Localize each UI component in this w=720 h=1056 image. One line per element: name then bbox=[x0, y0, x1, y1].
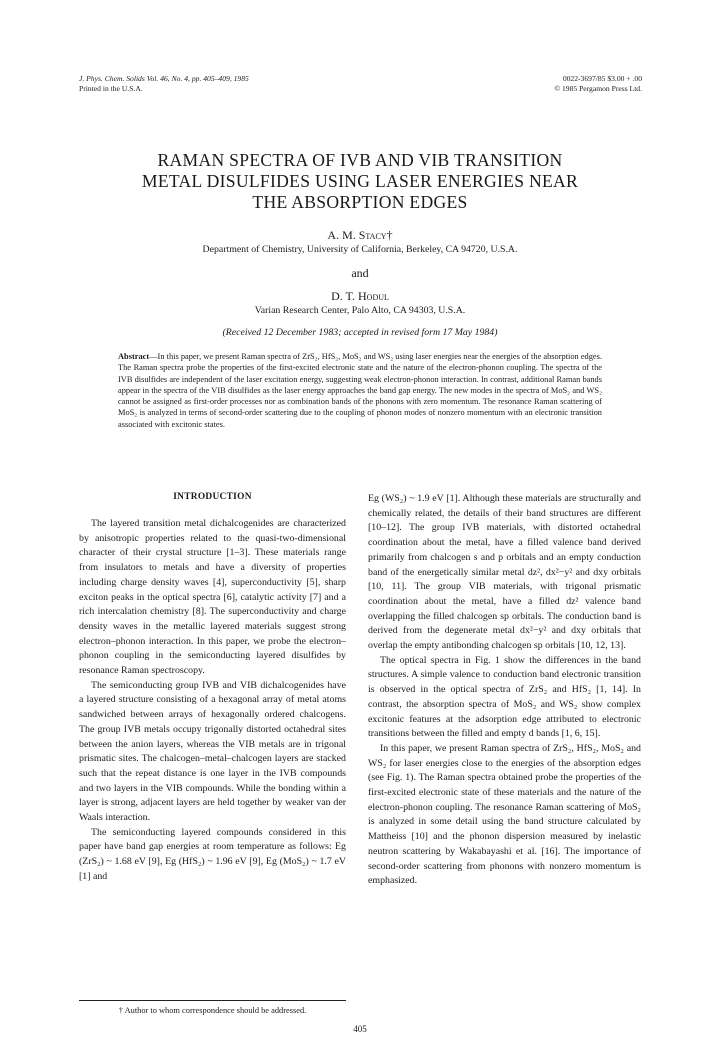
journal-line-1: J. Phys. Chem. Solids Vol. 46, No. 4, pp. 405–409, 1985 bbox=[79, 74, 249, 83]
footnote-rule bbox=[79, 1000, 346, 1001]
left-column bbox=[79, 517, 346, 885]
code-line-1: 0022-3697/85 $3.00 + .00 bbox=[562, 74, 642, 83]
author-2-name: D. T. Hodul bbox=[331, 289, 389, 303]
title-line-3: THE ABSORPTION EDGES bbox=[252, 192, 468, 212]
publisher-code bbox=[554, 74, 642, 94]
code-line-2: © 1985 Pergamon Press Ltd. bbox=[554, 84, 642, 93]
author-1-affiliation: Department of Chemistry, University of California, Berkeley, CA 94720, U.S.A. bbox=[202, 244, 518, 255]
abstract bbox=[118, 351, 602, 430]
intro-paragraph-3: The semiconducting layered compounds considered in this paper have band gap energies at room temperature as follows: Eg (ZrS₂) ~ 1.68 eV [9], Eg (HfS₂) ~ 1.96 eV [9], Eg (MoS₂) ~ 1.7 eV [1] and bbox=[79, 826, 346, 882]
journal-line-2: Printed in the U.S.A. bbox=[79, 84, 143, 93]
right-column bbox=[368, 492, 641, 889]
abstract-label: Abstract bbox=[118, 352, 150, 361]
author-2-affiliation: Varian Research Center, Palo Alto, CA 94303, U.S.A. bbox=[254, 305, 466, 316]
journal-citation bbox=[79, 74, 249, 94]
footnote: † Author to whom correspondence should be addressed. bbox=[118, 1006, 307, 1015]
introduction-heading: INTRODUCTION bbox=[173, 492, 252, 502]
intro-paragraph-2: The semiconducting group IVB and VIB dichalcogenides have a layered structure consisting of a hexagonal array of metal atoms sandwiched between arrays of hexagonally ordered chalcogens. The group IVB metals occupy trigonally distorted octahedral sites between the anion layers, whereas the VIB metals are in trigonal prismatic sites. The chalcogen–metal–chalcogen layers are stacked such that the repeat distance is one layer in the IVB compounds and two layers in the VIB compounds. While the bonding within a layer is strong, adjacent layers are held together by weaker van der Waals interaction. bbox=[79, 679, 346, 824]
title-line-1: RAMAN SPECTRA OF IVB AND VIB TRANSITION bbox=[157, 150, 563, 170]
intro-paragraph-3-continued: Eg (WS₂) ~ 1.9 eV [1]. Although these materials are structurally and chemically related, the details of their band structures are different [10–12]. The group IVB materials, with distorted octahedral coordination about the metal, have a filled valence band derived primarily from chalcogen s and p orbitals and an empty conduction band of the energetically similar metal dz², dx²−y² and dxy orbitals [10, 11]. The group VIB materials, with trigonal prismatic coordination about the metal, have a filled dz² valence band overlapping the filled chalcogen sp orbitals. The conduction band is derived from the degenerate metal dx²−y² and dxy orbitals that overlap the empty antibonding chalcogen sp orbitals [10, 12, 13]. bbox=[368, 493, 641, 652]
author-1-name: A. M. Stacy† bbox=[327, 228, 393, 242]
title-line-2: METAL DISULFIDES USING LASER ENERGIES NEAR bbox=[141, 171, 579, 191]
received-dates: (Received 12 December 1983; accepted in revised form 17 May 1984) bbox=[222, 327, 498, 338]
intro-paragraph-5: In this paper, we present Raman spectra of ZrS₂, HfS₂, MoS₂ and WS₂ for laser energies close to the energies of the absorption edges (see Fig. 1). The Raman spectra obtained probe the properties of the first-excited electronic state of these materials and the nature of the electron-phonon coupling. The resonance Raman scattering of MoS₂ is analyzed in some detail using the band structure calculated by Mattheiss [10] and the phonon dispersion measured by inelastic neutron scattering by Wakabayashi et al. [16]. The importance of second-order scattering from phonons with nonzero momentum is emphasized. bbox=[368, 742, 641, 887]
and-separator: and bbox=[351, 266, 369, 280]
intro-paragraph-1: The layered transition metal dichalcogenides are characterized by anisotropic properties related to the quasi-two-dimensional character of their crystal structure [1–3]. These materials range from insulators to metals and have a diversity of properties including charge density waves [4], superconductivity [5], sharp exciton peaks in the optical spectra [6], catalytic activity [7] and a rich intercalation chemistry [8]. The superconductivity and charge density waves in the metallic layered materials suggest strong electron–phonon interaction. In this paper, we probe the electron–phonon coupling in the semiconducting layered disulfides by resonance Raman spectroscopy. bbox=[79, 518, 346, 677]
article-title bbox=[70, 150, 650, 213]
abstract-text: —In this paper, we present Raman spectra of ZrS₂, HfS₂, MoS₂ and WS₂ using laser energies near the energies of the absorption edges. The Raman spectra probe the properties of the first-excited electronic state and the nature of the electron-phonon coupling. The spectra of the IVB disulfides are independent of the laser excitation energy, suggesting weak electron-phonon interaction. In contrast, additional Raman bands appear in the spectra of the VIB disulfides as the laser energy approaches the band gap energy. The new modes in the spectra of MoS₂ and WS₂ cannot be assigned as first-order processes nor as combination bands of the phonons with zero momentum. The resonance Raman scattering of MoS₂ is analyzed in terms of second-order scattering due to the coupling of phonon modes of nonzero momentum with an electronic transition associated with excitonic states. bbox=[118, 352, 602, 429]
intro-paragraph-4: The optical spectra in Fig. 1 show the differences in the band structures. A simple valence to conduction band electronic transition is observed in the optical spectra of ZrS₂ and HfS₂ [1, 14]. In contrast, the absorption spectra of MoS₂ and WS₂ show complex excitonic features at the adsorption edge attributed to electronic transitions between the filled and empty d bands [1, 6, 15]. bbox=[368, 654, 641, 740]
page-number: 405 bbox=[353, 1024, 367, 1034]
